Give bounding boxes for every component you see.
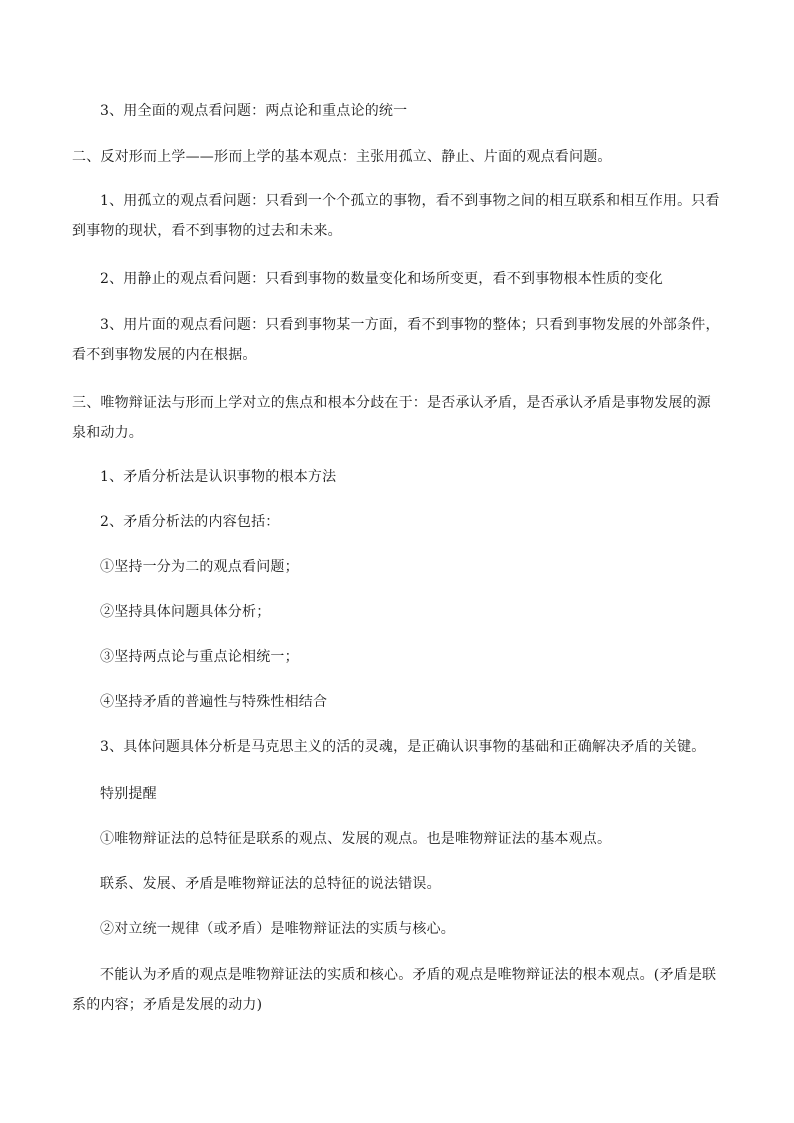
reminder-two: ②对立统一规律（或矛盾）是唯物辩证法的实质与核心。 xyxy=(100,921,455,937)
heading-dialectics-vs-metaphysics: 三、唯物辩证法与形而上学对立的焦点和根本分歧在于：是否承认矛盾，是否承认矛盾是事物发展的源泉和动力。 xyxy=(72,395,711,441)
paragraph-analysis-content: 2、矛盾分析法的内容包括： xyxy=(100,514,280,530)
paragraph-static-view: 2、用静止的观点看问题：只看到事物的数量变化和场所变更，看不到事物根本性质的变化 xyxy=(100,271,663,287)
list-item-two: ②坚持具体问题具体分析； xyxy=(100,604,271,620)
paragraph-contradiction-analysis: 1、矛盾分析法是认识事物的根本方法 xyxy=(100,469,337,485)
list-item-four: ④坚持矛盾的普遍性与特殊性相结合 xyxy=(100,694,328,710)
heading-oppose-metaphysics: 二、反对形而上学——形而上学的基本观点：主张用孤立、静止、片面的观点看问题。 xyxy=(72,149,612,165)
list-item-one: ①坚持一分为二的观点看问题； xyxy=(100,559,299,575)
paragraph-one-sided-view: 3、用片面的观点看问题：只看到事物某一方面，看不到事物的整体；只看到事物发展的外部条件，看不到事物发展的内在根据。 xyxy=(72,317,720,363)
list-item-three: ③坚持两点论与重点论相统一； xyxy=(100,649,299,665)
reminder-two-note: 不能认为矛盾的观点是唯物辩证法的实质和核心。矛盾的观点是唯物辩证法的根本观点。(矛盾是联系的内容；矛盾是发展的动力) xyxy=(72,967,717,1013)
reminder-one-note: 联系、发展、矛盾是唯物辩证法的总特征的说法错误。 xyxy=(100,876,441,892)
paragraph-holistic-view: 3、用全面的观点看问题：两点论和重点论的统一 xyxy=(100,103,408,119)
paragraph-isolated-view: 1、用孤立的观点看问题：只看到一个个孤立的事物，看不到事物之间的相互联系和相互作用。只看到事物的现状，看不到事物的过去和未来。 xyxy=(72,193,720,239)
reminder-one: ①唯物辩证法的总特征是联系的观点、发展的观点。也是唯物辩证法的基本观点。 xyxy=(100,831,612,847)
paragraph-concrete-analysis: 3、具体问题具体分析是马克思主义的活的灵魂，是正确认识事物的基础和正确解决矛盾的关键。 xyxy=(100,739,706,755)
special-reminder-heading: 特别提醒 xyxy=(100,786,157,802)
